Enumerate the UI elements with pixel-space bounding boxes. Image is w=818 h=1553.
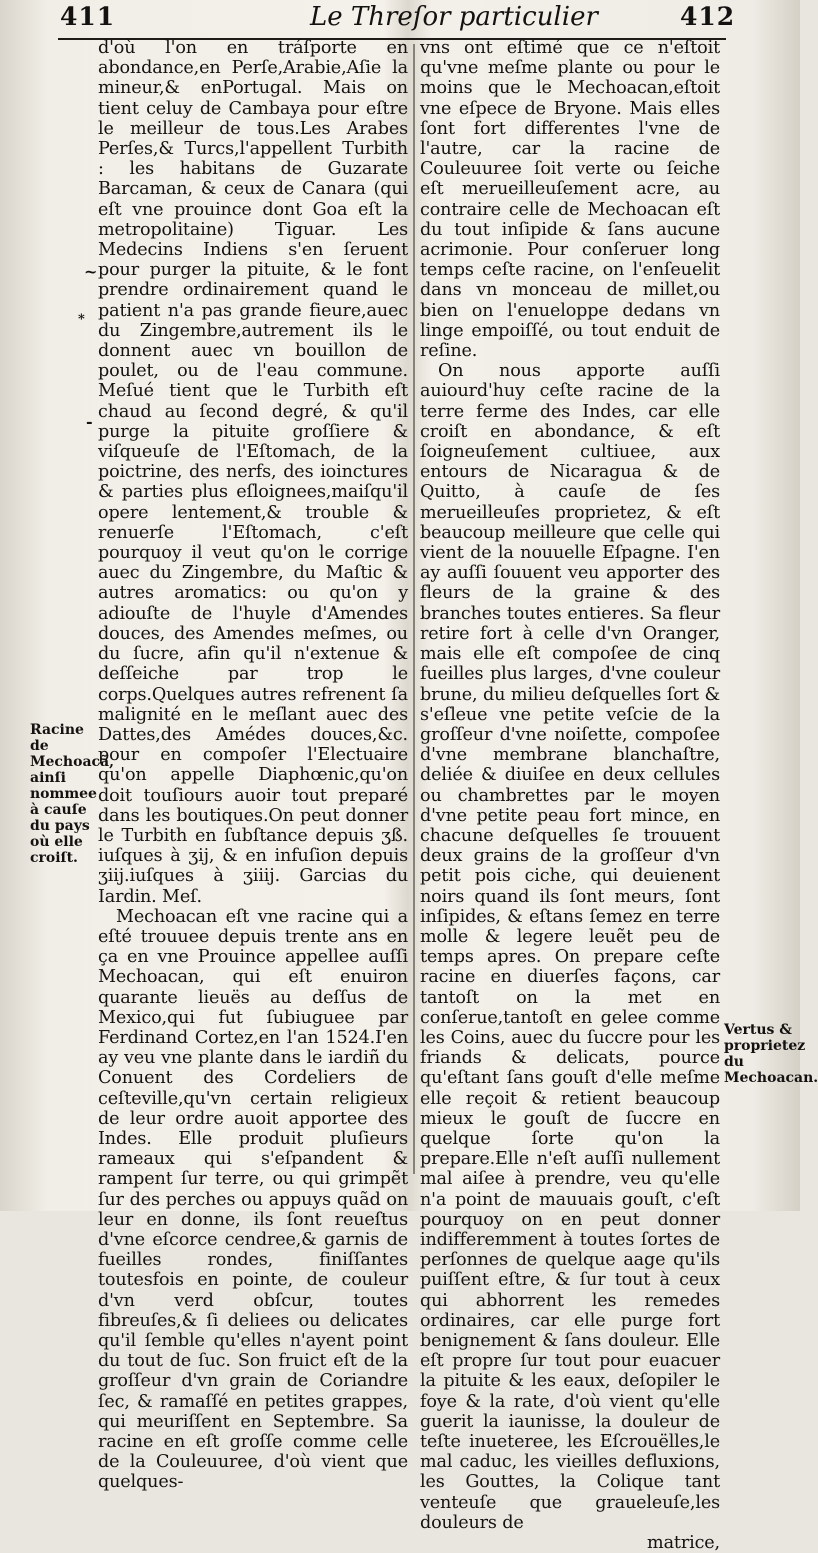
column-divider bbox=[413, 44, 415, 1174]
paragraph: On nous apporte auſſi auiourd'huy ceſte racine de la terre ferme des Indes, car elle croiſt en abondance, & eſt ſoigneuſement cultiuee, aux entours de Nicaragua & de Quitto, à cauſe de ſes merueilleuſes proprietez, & eſt beaucoup meilleure que celle qui vient de la nouuelle Eſpagne. I'en ay auſſi ſouuent veu apporter des fleurs de la graine & des branches toutes entieres. Sa fleur retire fort à celle d'vn Oranger, mais elle eſt compoſee de cinq fueilles plus larges, d'vne couleur brune, du milieu deſquelles ſort & s'eſleue vne petite veſcie de la groſſeur d'vne noiſette, compoſee d'vne membrane blanchaſtre, deliée & diuiſee en deux cellules ou chambrettes par le moyen d'vne petite peau fort mince, en chacune deſquelles ſe trouuent deux grains de la groſſeur d'vn petit pois ciche, qui deuienent noirs quand ils ſont meurs, ſont inſipides, & eſtans ſemez en terre molle & legere leuẽt peu de temps apres. On prepare ceſte racine en diuerſes façons, car tantoſt on la met en conſerue,tantoſt en gelee comme les Coins, auec du ſuccre pour les friands & delicats, pource qu'eſtant ſans gouſt d'elle meſme elle reçoit & retient beaucoup mieux le gouſt de ſuccre en quelque ſorte qu'on la prepare.Elle n'eſt auſſi nullement mal aiſee à prendre, veu qu'elle n'a point de mauuais gouſt, c'eſt pourquoy on en peut donner indifferemment à toutes ſortes de perſonnes de quelque aage qu'ils puiſſent eſtre, & ſur tout à ceux qui abhorrent les remedes ordinaires, car elle purge fort benignement & ſans douleur. Elle eſt propre ſur tout pour euacuer la pituite & les eaux, deſopiler le foye & la rate, d'où vient qu'elle guerit la iaunisse, la douleur de teſte inueteree, les Eſcrouëlles,le mal caduc, les vieilles defluxions, les Gouttes, la Colique tant venteuſe que graueleuſe,les douleurs de bbox=[420, 361, 720, 1533]
left-margin-note: Racine de Mechoacã, ainſi nommee à cauſe du pays où elle croiſt. bbox=[30, 722, 114, 866]
right-margin-note: Vertus & proprietez du Mechoacan. bbox=[724, 1022, 818, 1086]
paragraph: vns ont eſtimé que ce n'eſtoit qu'vne meſme plante ou pour le moins que le Mechoacan,eſtoit vne eſpece de Bryone. Mais elles ſont fort differentes l'vne de l'autre, car la racine de Couleuuree ſoit verte ou ſeiche eſt merueilleuſement acre, au contraire celle de Mechoacan eſt du tout inſipide & ſans aucune acrimonie. Pour conſeruer long temps ceſte racine, on l'enſeuelit dans vn monceau de millet,ou bien on l'enueloppe dedans vn linge empoiſſé, ou tout enduit de reſine. bbox=[420, 38, 720, 362]
margin-mark: ~ bbox=[84, 262, 98, 281]
left-text-column bbox=[98, 38, 408, 1493]
right-text-column bbox=[420, 38, 720, 1553]
paragraph-last-line: matrice, bbox=[647, 1533, 720, 1553]
right-page-number: 412 bbox=[680, 2, 736, 31]
margin-mark: * bbox=[78, 312, 85, 327]
left-page-number: 411 bbox=[60, 2, 116, 31]
page-header bbox=[0, 2, 800, 40]
margin-mark: - bbox=[86, 412, 93, 431]
running-title: Le Threſor particulier bbox=[310, 2, 598, 32]
paragraph: d'où l'on en tráſporte en abondance,en Perſe,Arabie,Aſie la mineur,& enPortugal. Mais on tient celuy de Cambaya pour eſtre le meilleur de tous.Les Arabes Perſes,& Turcs,l'appellent Turbith : les habitans de Guzarate Barcaman, & ceux de Canara (qui eſt vne prouince dont Goa eſt la metropolitaine) Tiguar. Les Medecins Indiens s'en ſeruent pour purger la pituite, & le font prendre ordinairement quand le patient n'a pas grande fieure,auec du Zingembre,autrement ils le donnent auec vn bouillon de poulet, ou de l'eau commune. Meſué tient que le Turbith eſt chaud au ſecond degré, & qu'il purge la pituite groſſiere & viſqueuſe de l'Eſtomach, de la poictrine, des nerfs, des ioinctures & parties plus eſloignees,maiſqu'il opere lentement,& trouble & renuerſe l'Eſtomach, c'eſt pourquoy il veut qu'on le corrige auec du Zingembre, du Maſtic & autres aromatics: ou qu'on y adiouſte de l'huyle d'Amendes douces, des Amendes meſmes, ou du ſucre, afin qu'il n'extenue & deſſeiche par trop le corps.Quelques autres refrenent ſa malignité en le meſlant auec des Dattes,des Amédes douces,&c. pour en compoſer l'Electuaire qu'on appelle Diaphœnic,qu'on doit touſiours auoir tout preparé dans les boutiques.On peut donner le Turbith en ſubſtance depuis ʒß. iuſques à ʒij, & en infuſion depuis ʒiij.iuſques à ʒiiij. Garcias du Iardin. Meſ. bbox=[98, 38, 408, 907]
paragraph: Mechoacan eſt vne racine qui a eſté trouuee depuis trente ans en ça en vne Prouince appellee auſſi Mechoacan, qui eſt enuiron quarante lieuës au deſſus de Mexico,qui fut ſubiuguee par Ferdinand Cortez,en l'an 1524.I'en ay veu vne plante dans le iardiñ du Conuent des Cordeliers de ceſteville,qu'vn certain religieux de leur ordre auoit apportee des Indes. Elle produit pluſieurs rameaux qui s'eſpandent & rampent ſur terre, ou qui grimpẽt ſur des perches ou appuys quãd on leur en donne, ils ſont reueſtus d'vne eſcorce cendree,& garnis de fueilles rondes, finiſſantes toutesfois en pointe, de couleur d'vn verd obſcur, toutes fibreuſes,& ſi deliees ou delicates qu'il ſemble qu'elles n'ayent point du tout de ſuc. Son fruict eſt de la groſſeur d'vn grain de Coriandre ſec, & ramaſſé en petites grappes, qui meuriſſent en Septembre. Sa racine en eſt groſſe comme celle de la Couleuuree, d'où vient que quelques- bbox=[98, 906, 408, 1493]
